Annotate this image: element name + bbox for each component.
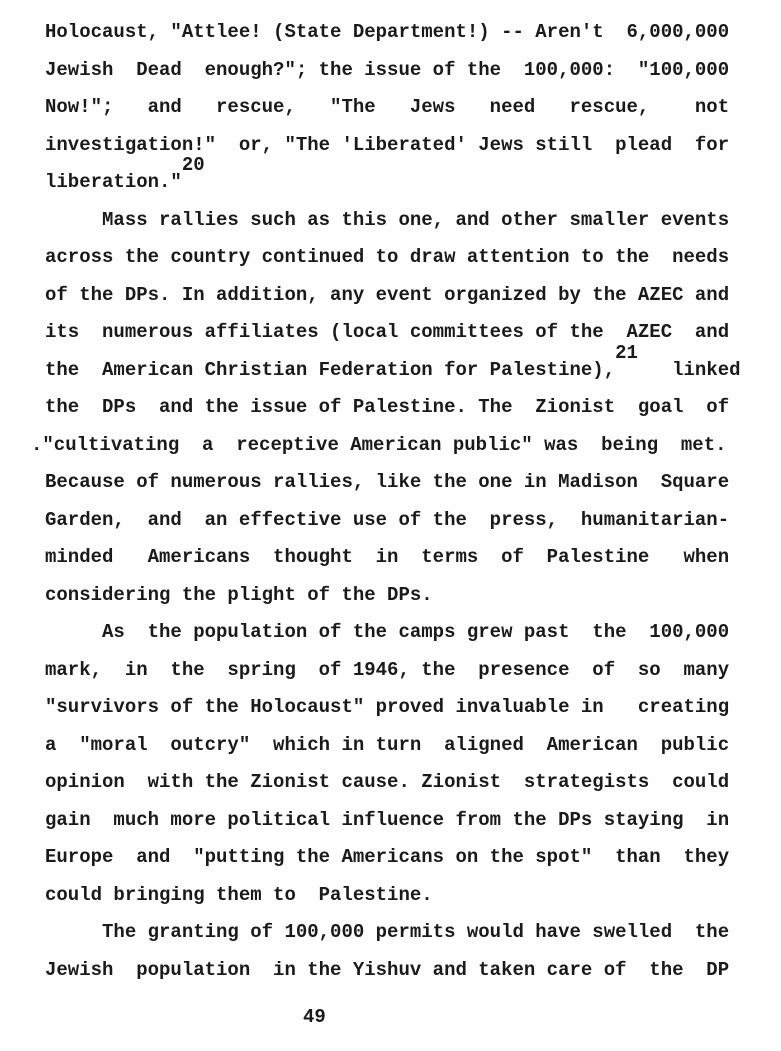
text-line [45, 389, 741, 427]
line-text: Now!"; and rescue, "The Jews need rescue, not [45, 96, 730, 118]
line-text: a "moral outcry" which in turn aligned American public [45, 733, 730, 756]
line-text: minded Americans thought in terms of Palestine when [45, 546, 730, 568]
text-line [45, 764, 741, 802]
line-text: Because of numerous rallies, like the one in Madison Square [45, 471, 730, 493]
text-line [45, 202, 741, 240]
text-line [45, 277, 741, 315]
text-line [45, 127, 741, 165]
page-number: 49 [303, 1006, 326, 1028]
text-line [45, 89, 741, 127]
text-line [45, 689, 741, 727]
text-line [45, 52, 741, 90]
text-line [45, 539, 741, 577]
line-text: "survivors of the Holocaust" proved invaluable in creating [45, 696, 730, 718]
footnote-reference: 21 [615, 341, 638, 364]
line-text: opinion with the Zionist cause. Zionist strategists could [45, 771, 730, 793]
line-text: mark, in the spring of 1946, the presence of so many [45, 658, 730, 681]
text-line [45, 154, 741, 202]
line-text: Jewish Dead enough?"; the issue of the 100,000: "100,000 [45, 58, 730, 81]
text-line [45, 614, 741, 652]
text-line [45, 464, 741, 502]
text-line [45, 239, 741, 277]
line-text: Holocaust, "Attlee! (State Department!) -- Aren't 6,000,000 [45, 21, 730, 43]
text-line [31, 427, 741, 465]
line-text: Europe and "putting the Americans on the spot" than they [45, 846, 730, 868]
text-line [45, 652, 741, 690]
text-line [45, 341, 741, 390]
line-text: investigation!" or, "The 'Liberated' Jews still plead for [45, 133, 730, 156]
line-text: The granting of 100,000 permits would have swelled the [45, 921, 730, 943]
text-line [45, 577, 741, 615]
text-line [45, 502, 741, 540]
line-text: the American Christian Federation for Palestine), [45, 358, 616, 381]
line-text: liberation." [45, 171, 182, 193]
line-text: considering the plight of the DPs. [45, 583, 433, 606]
line-text: linked [637, 358, 741, 381]
line-text: of the DPs. In addition, any event organized by the AZEC and [45, 283, 730, 306]
line-text: ."cultivating a receptive American public" was being met. [31, 433, 727, 456]
line-text: gain much more political influence from the DPs staying in [45, 808, 730, 831]
line-text: Mass rallies such as this one, and other smaller events [45, 208, 730, 231]
line-text: As the population of the camps grew past the 100,000 [45, 621, 730, 643]
line-text: its numerous affiliates (local committees of the AZEC and [45, 321, 730, 343]
line-text: across the country continued to draw attention to the needs [45, 246, 730, 268]
text-line [45, 952, 741, 990]
document-lines [31, 14, 741, 989]
text-line [45, 877, 741, 915]
text-line [45, 839, 741, 877]
footnote-reference: 20 [181, 154, 205, 176]
text-line [45, 914, 741, 952]
text-line [45, 802, 741, 840]
line-text: the DPs and the issue of Palestine. The Zionist goal of [45, 396, 730, 418]
line-text: Garden, and an effective use of the press, humanitarian- [45, 508, 730, 531]
line-text: could bringing them to Palestine. [45, 883, 433, 906]
text-line [45, 14, 741, 52]
line-text: Jewish population in the Yishuv and taken care of the DP [45, 958, 730, 981]
text-line [45, 727, 741, 765]
